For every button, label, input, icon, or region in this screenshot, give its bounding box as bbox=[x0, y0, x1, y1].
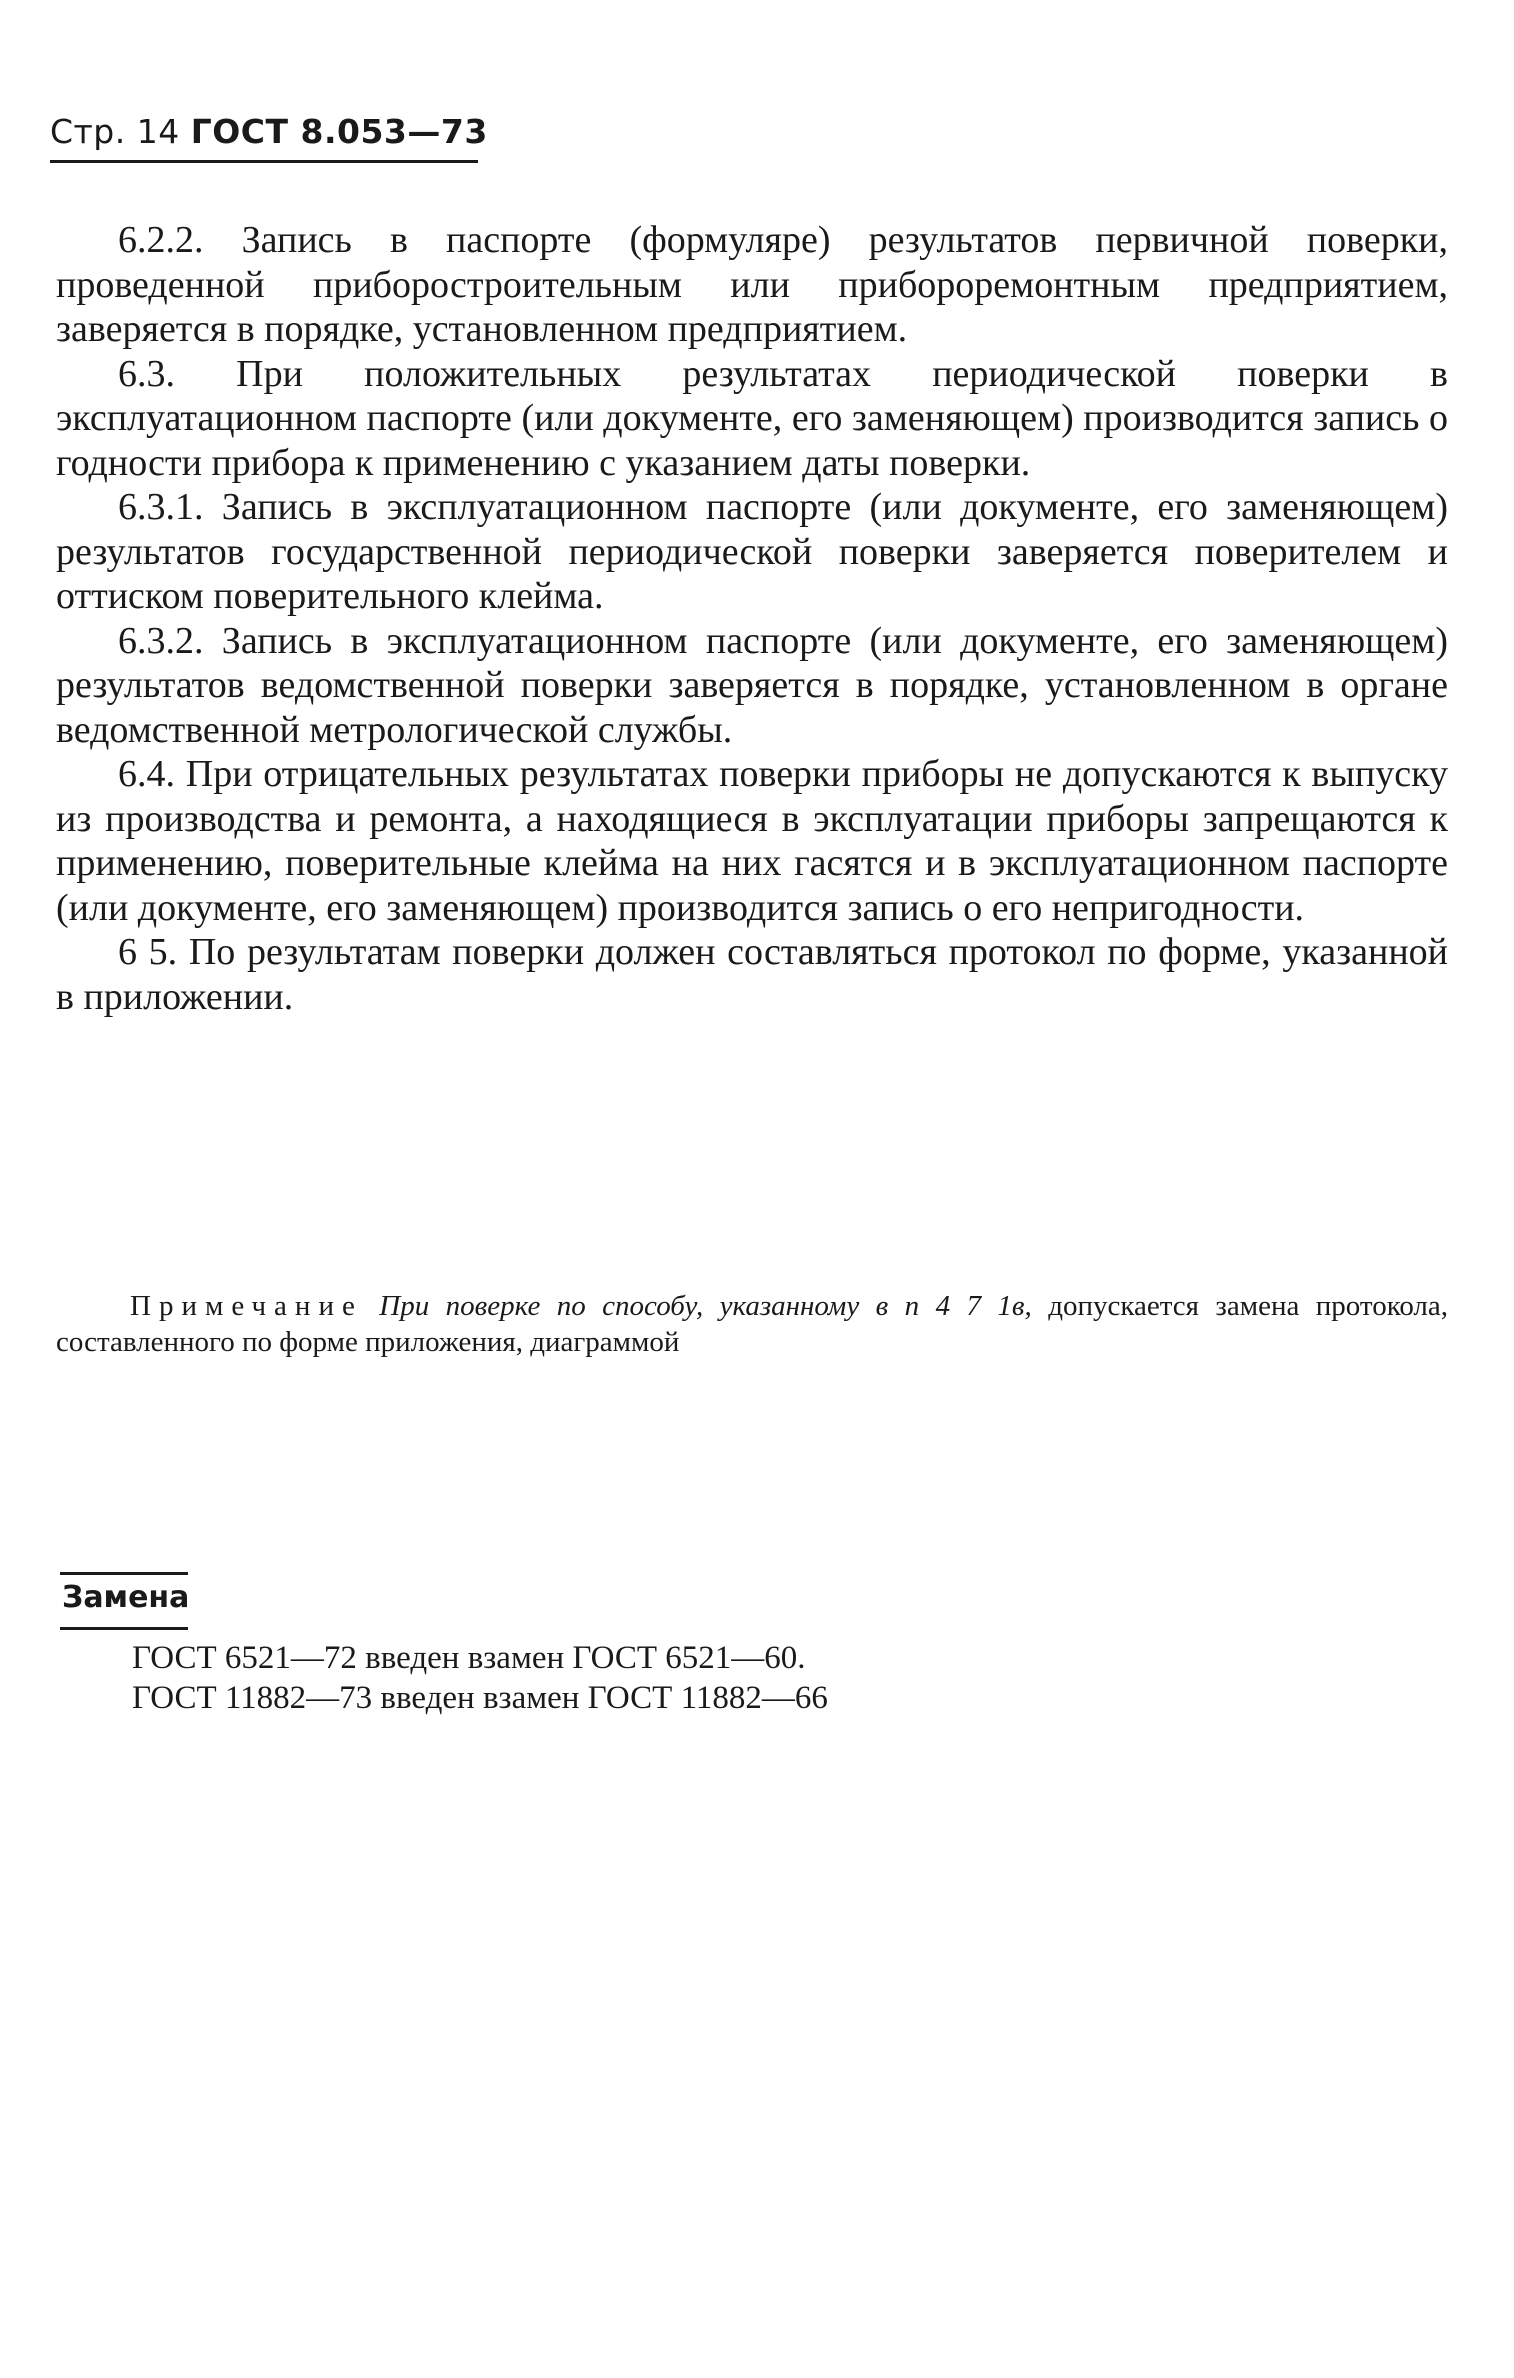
page-number: Стр. 14 bbox=[50, 112, 180, 151]
paragraph-6-2-2: 6.2.2. Запись в паспорте (формуляре) результатов первичной поверки, проведенной приборостроительным или приборoремонтным предприятием, заверяется в порядке, установленном предприятием. bbox=[56, 219, 1448, 350]
paragraph-6-3: 6.3. При положительных результатах периодической поверки в эксплуатационном паспорте (или документе, его заменяющем) производится запись о годности прибора к применению с указанием даты поверки. bbox=[56, 352, 1448, 484]
note-text-before: При поверке по способу, указанному в п bbox=[379, 1290, 920, 1322]
note bbox=[56, 1288, 1448, 1360]
replacement-item: ГОСТ 6521—72 введен взамен ГОСТ 6521—60. bbox=[132, 1640, 806, 1676]
note-text-after: допускается замена протокола, составленного по форме приложения, диаграммой bbox=[56, 1290, 1449, 1358]
paragraph-6-4: 6.4. При отрицательных результатах поверки приборы не допускаются к выпуску из производства и ремонта, а находящиеся в эксплуатации приборы запрещаются к применению, поверительные клейма на них гасятся и в эксплуатационном паспорте (или документе, его заменяющем) производится запись о его непригодности. bbox=[56, 753, 1448, 929]
replacement-title: Замена bbox=[62, 1580, 190, 1615]
replacement-rule-bottom bbox=[60, 1627, 188, 1630]
paragraph-6-5: 6 5. По результатам поверки должен составляться протокол по форме, указанной в приложении. bbox=[56, 931, 1448, 1018]
paragraph-6-3-2: 6.3.2. Запись в эксплуатационном паспорте (или документе, его заменяющем) результатов ведомственной поверки заверяется в порядке, установленном в органе ведомственной метрологической службы. bbox=[56, 619, 1448, 751]
note-ref: 4 7 1в, bbox=[935, 1290, 1032, 1322]
note-label: Примечание bbox=[130, 1290, 363, 1322]
header-rule bbox=[50, 160, 478, 163]
page-header bbox=[50, 112, 488, 151]
replacement-list bbox=[132, 1638, 828, 1718]
replacement-item: ГОСТ 11882—73 введен взамен ГОСТ 11882—66 bbox=[132, 1680, 828, 1716]
replacement-rule-top bbox=[60, 1572, 188, 1575]
paragraph-6-3-1: 6.3.1. Запись в эксплуатационном паспорте (или документе, его заменяющем) результатов государственной периодической поверки заверяется поверителем и оттиском поверительного клейма. bbox=[56, 486, 1448, 617]
body-text bbox=[56, 218, 1448, 1019]
standard-number: ГОСТ 8.053—73 bbox=[190, 112, 488, 151]
